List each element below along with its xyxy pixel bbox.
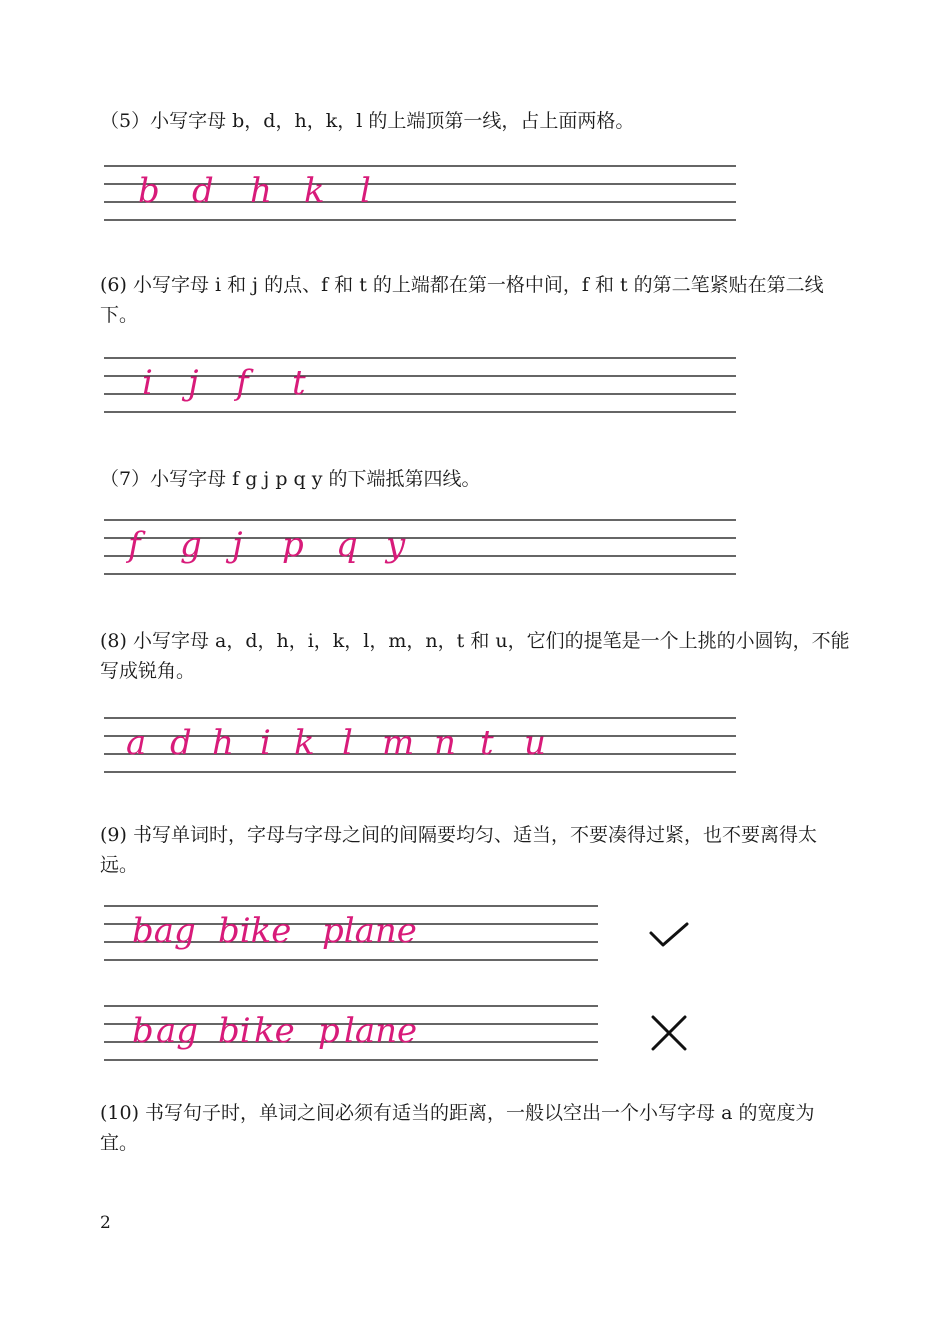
handwritten-word-fragment: p: [318, 1011, 340, 1051]
section-6-writing-lines: [104, 354, 740, 420]
handwritten-letter: h: [212, 723, 234, 763]
handwritten-letter: i: [260, 723, 271, 763]
handwritten-letter: p: [282, 525, 304, 565]
handwritten-letter: k: [294, 723, 315, 763]
handwritten-letter: f: [128, 525, 141, 565]
handwritten-letter: b: [138, 171, 160, 211]
handwritten-word: plane: [322, 911, 417, 951]
handwritten-word-fragment: ke: [254, 1011, 295, 1051]
section-8-text: (8) 小写字母 a，d，h，i，k，l，m，n，t 和 u，它们的提笔是一个上挑的小圆钩，不能写成锐角。: [100, 630, 850, 682]
handwritten-letter: m: [382, 723, 415, 763]
handwritten-word: bike: [218, 911, 292, 951]
section-6-text: (6) 小写字母 i 和 j 的点、f 和 t 的上端都在第一格中间，f 和 t 的第二笔紧贴在第二线下。: [100, 274, 824, 326]
handwritten-letter: a: [126, 723, 147, 763]
handwritten-word-fragment: ag: [156, 1011, 199, 1051]
section-7-writing-lines: [104, 516, 740, 582]
section-5-writing-lines: [104, 162, 740, 228]
handwritten-letter: d: [170, 723, 192, 763]
handwritten-word-fragment: bi: [218, 1011, 251, 1051]
handwritten-letter: t: [292, 363, 306, 403]
page-number: 2: [100, 1213, 111, 1233]
handwritten-letter: g: [180, 525, 202, 565]
handwritten-letter: l: [342, 723, 353, 763]
handwritten-word: bag: [132, 911, 196, 951]
section-8-writing-lines: [104, 714, 740, 780]
handwritten-letter: d: [192, 171, 214, 211]
handwritten-letter: k: [304, 171, 325, 211]
section-5-text: （5）小写字母 b，d，h，k，l 的上端顶第一线，占上面两格。: [100, 110, 635, 132]
handwritten-letter: f: [236, 363, 249, 403]
handwritten-letter: h: [250, 171, 272, 211]
correct-spacing-example: [104, 902, 604, 968]
section-10-text: (10) 书写句子时，单词之间必须有适当的距离，一般以空出一个小写字母 a 的宽度为宜。: [100, 1102, 815, 1154]
check-icon: [648, 920, 690, 952]
handwritten-letter: n: [434, 723, 456, 763]
handwritten-letter: q: [336, 525, 358, 565]
handwritten-letter: l: [360, 171, 371, 211]
handwritten-letter: j: [188, 363, 199, 403]
section-9-text: (9) 书写单词时，字母与字母之间的间隔要均匀、适当，不要凑得过紧，也不要离得太远。: [100, 824, 817, 876]
handwritten-letter: j: [232, 525, 243, 565]
handwritten-letter: t: [480, 723, 494, 763]
handwritten-word-fragment: lane: [344, 1011, 418, 1051]
section-7-text: （7）小写字母 f g j p q y 的下端抵第四线。: [100, 468, 481, 490]
cross-icon: [650, 1014, 688, 1052]
handwritten-letter: i: [142, 363, 153, 403]
handwritten-letter: y: [386, 525, 406, 565]
incorrect-spacing-example: [104, 1002, 604, 1068]
handwritten-letter: u: [524, 723, 546, 763]
handwritten-word-fragment: b: [132, 1011, 154, 1051]
